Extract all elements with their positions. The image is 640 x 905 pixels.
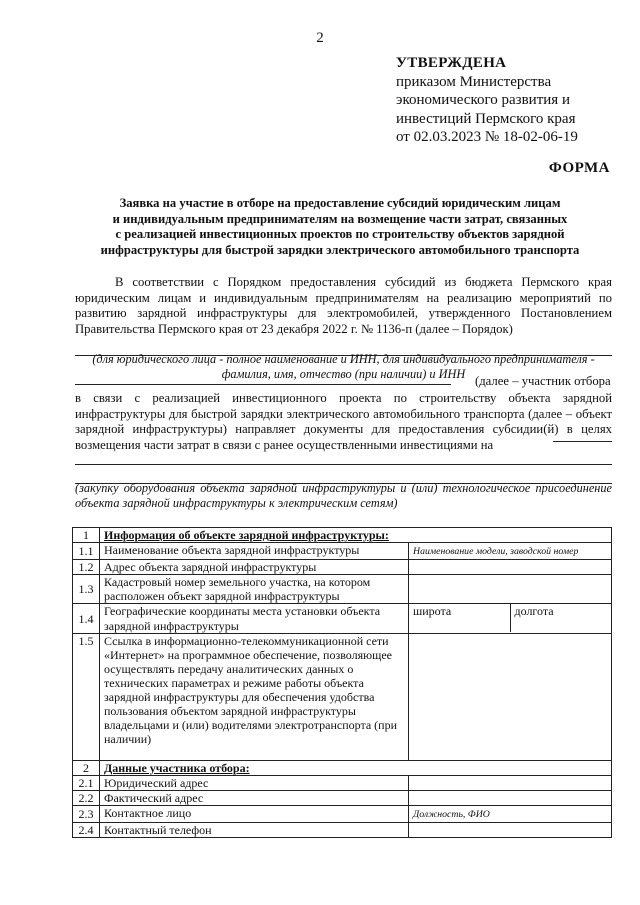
applicant-inn-field[interactable] <box>75 369 451 385</box>
approval-block <box>396 54 626 147</box>
row-number: 1.5 <box>73 633 100 760</box>
row-number: 1.2 <box>73 560 100 575</box>
row-label: Ссылка в информационно-телекоммуникационной сети «Интернет» на программное обеспечение, позволяющее осуществлять передачу аналитических данных о технических параметрах и режиме работы объекта зарядной инфраструктуры для обеспечения удобства пользования объектом зарядной инфраструктуры владельцами и (или) водителями электротранспорта (при наличии) <box>100 633 409 760</box>
table-row <box>73 790 612 805</box>
table-row <box>73 805 612 822</box>
table-row <box>73 633 612 760</box>
approval-line: инвестиций Пермского края <box>396 110 576 127</box>
table-row <box>73 560 612 575</box>
row-number: 2.1 <box>73 775 100 790</box>
table-row <box>73 604 612 633</box>
actual-address-field[interactable] <box>409 790 612 805</box>
section-title-text: Данные участника отбора: <box>104 760 250 775</box>
table-row <box>73 823 612 838</box>
row-number: 1.1 <box>73 543 100 560</box>
investment-field[interactable] <box>553 440 612 442</box>
coordinates-split <box>409 604 611 632</box>
row-number: 2.3 <box>73 805 100 822</box>
charger-address-field[interactable] <box>409 560 612 575</box>
coordinates-field[interactable] <box>409 604 612 633</box>
title-line: Заявка на участие в отборе на предоставление субсидий юридическим лицам <box>119 196 561 210</box>
contact-person-field[interactable] <box>409 805 612 822</box>
field-placeholder: Должность, ФИО <box>413 808 490 820</box>
contact-phone-field[interactable] <box>409 823 612 838</box>
row-label: Адрес объекта зарядной инфраструктуры <box>100 560 409 575</box>
charger-model-field[interactable] <box>409 543 612 560</box>
row-number: 1.3 <box>73 575 100 604</box>
intro-paragraph: В соответствии с Порядком предоставления субсидий из бюджета Пермского края юридическим лицам и индивидуальным предпринимателям на реализацию мероприятий по развитию зарядной инфраструктуры для электромобилей, утвержденного Постановлением Правительства Пермского края от 23 декабря 2022 г. № 1136-п (далее – Порядок) <box>75 275 612 336</box>
row-number: 2 <box>73 760 100 775</box>
approval-date: от 02.03.2023 № 18-02-06-19 <box>396 129 578 145</box>
row-number: 1.4 <box>73 604 100 633</box>
section-title <box>100 528 612 543</box>
section-row <box>73 528 612 543</box>
row-number: 1 <box>73 528 100 543</box>
approval-line: приказом Министерства <box>396 73 552 90</box>
field-placeholder: Наименование модели, заводской номер <box>413 546 579 558</box>
approval-title: УТВЕРЖДЕНА <box>396 55 507 71</box>
latitude-label: широта <box>409 604 511 632</box>
row-label: Географические координаты места установки объекта зарядной инфраструктуры <box>100 604 409 633</box>
row-label: Наименование объекта зарядной инфраструктуры <box>100 543 409 560</box>
form-label: ФОРМА <box>548 160 610 176</box>
section-row <box>73 760 612 775</box>
page-number: 2 <box>316 30 324 46</box>
section-title-text: Информация об объекте зарядной инфраструктуры: <box>104 528 389 542</box>
info-table <box>72 527 612 838</box>
title-line: и индивидуальным предпринимателям на возмещение части затрат, связанных <box>112 211 568 226</box>
section-title <box>100 760 612 775</box>
row-label: Контактное лицо <box>100 805 409 822</box>
investment-line-1[interactable] <box>75 448 612 465</box>
table-row <box>73 775 612 790</box>
applicant-hint: (для юридического лица - полное наименование и ИНН, для индивидуального предпринимателя - фамилия, имя, отчество (при наличии) и ИНН <box>92 352 595 381</box>
table-row <box>73 543 612 560</box>
participant-note: (далее – участник отбора <box>475 374 611 388</box>
application-title <box>70 196 610 258</box>
title-line: инфраструктуры для быстрой зарядки электрического автомобильного транспорта <box>100 242 580 257</box>
title-line: с реализацией инвестиционных проектов по строительству объектов зарядной <box>115 227 565 242</box>
row-label: Контактный телефон <box>100 823 409 838</box>
row-label: Кадастровый номер земельного участка, на котором расположен объект зарядной инфраструктуры <box>100 575 409 604</box>
table-row <box>73 575 612 604</box>
approval-line: экономического развития и <box>396 92 570 108</box>
body-paragraph: в связи с реализацией инвестиционного проекта по строительству объекта зарядной инфраструктуры для быстрой зарядки электрического автомобильного транспорта (далее – объект зарядной инфраструктуры) направляет документы для предоставления субсидии(й) в целях возмещения части затрат в связи с ранее осуществленными инвестициями на <box>75 391 612 452</box>
row-number: 2.4 <box>73 823 100 838</box>
row-label: Фактический адрес <box>100 790 409 805</box>
cadastral-number-field[interactable] <box>409 575 612 604</box>
row-number: 2.2 <box>73 790 100 805</box>
legal-address-field[interactable] <box>409 775 612 790</box>
longitude-label: долгота <box>514 604 554 619</box>
software-link-field[interactable] <box>409 633 612 760</box>
row-label: Юридический адрес <box>100 775 409 790</box>
purchase-hint: (закупку оборудования объекта зарядной инфраструктуры и (или) технологическое присоединение объекта зарядной инфраструктуры к электрическим сетям) <box>75 481 612 510</box>
